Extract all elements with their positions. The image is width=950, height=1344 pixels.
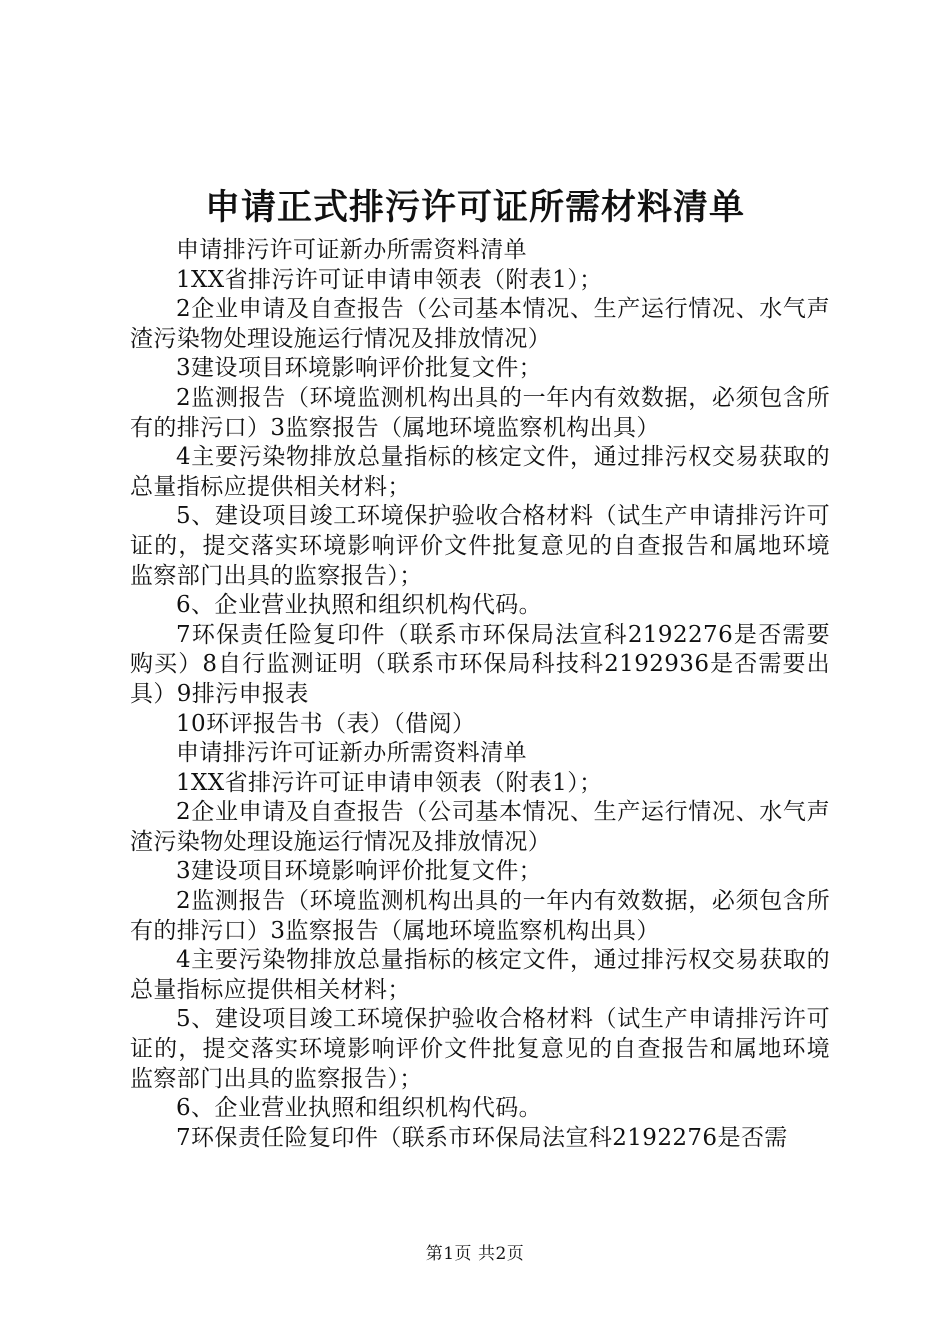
paragraph: 6、企业营业执照和组织机构代码。 xyxy=(176,592,543,619)
paragraph: 申请排污许可证新办所需资料清单 xyxy=(176,237,527,263)
document-body xyxy=(130,236,830,1153)
paragraph: 2监测报告（环境监测机构出具的一年内有效数据，必须包含所有的排污口）3监察报告（属地环境监察机构出具） xyxy=(130,888,830,944)
paragraph: 2监测报告（环境监测机构出具的一年内有效数据，必须包含所有的排污口）3监察报告（属地环境监察机构出具） xyxy=(130,384,830,441)
paragraph: 1XX省排污许可证申请申领表（附表1）； xyxy=(176,266,603,293)
paragraph: 5、建设项目竣工环境保护验收合格材料（试生产申请排污许可证的，提交落实环境影响评价文件批复意见的自查报告和属地环境监察部门出具的监察报告）； xyxy=(130,1006,830,1092)
paragraph: 2企业申请及自查报告（公司基本情况、生产运行情况、水气声渣污染物处理设施运行情况及排放情况） xyxy=(130,296,830,352)
paragraph: 4主要污染物排放总量指标的核定文件，通过排污权交易获取的总量指标应提供相关材料； xyxy=(130,947,830,1003)
paragraph: 7环保责任险复印件（联系市环保局法宣科2192276是否需 xyxy=(176,1124,788,1151)
paragraph: 4主要污染物排放总量指标的核定文件，通过排污权交易获取的总量指标应提供相关材料； xyxy=(130,444,830,500)
paragraph: 7环保责任险复印件（联系市环保局法宣科2192276是否需要购买）8自行监测证明（联系市环保局科技科2192936是否需要出具）9排污申报表 xyxy=(130,621,830,707)
paragraph: 3建设项目环境影响评价批复文件； xyxy=(176,858,543,885)
paragraph: 3建设项目环境影响评价批复文件； xyxy=(176,355,543,382)
page-footer: 第1页 共2页 xyxy=(425,1244,525,1264)
paragraph: 10环评报告书（表）（借阅） xyxy=(176,710,476,737)
paragraph: 6、企业营业执照和组织机构代码。 xyxy=(176,1095,543,1122)
page-title: 申请正式排污许可证所需材料清单 xyxy=(204,188,745,228)
paragraph: 5、建设项目竣工环境保护验收合格材料（试生产申请排污许可证的，提交落实环境影响评价文件批复意见的自查报告和属地环境监察部门出具的监察报告）； xyxy=(130,503,830,589)
paragraph: 2企业申请及自查报告（公司基本情况、生产运行情况、水气声渣污染物处理设施运行情况及排放情况） xyxy=(130,799,830,855)
paragraph: 申请排污许可证新办所需资料清单 xyxy=(176,740,527,767)
paragraph: 1XX省排污许可证申请申领表（附表1）； xyxy=(176,769,603,796)
